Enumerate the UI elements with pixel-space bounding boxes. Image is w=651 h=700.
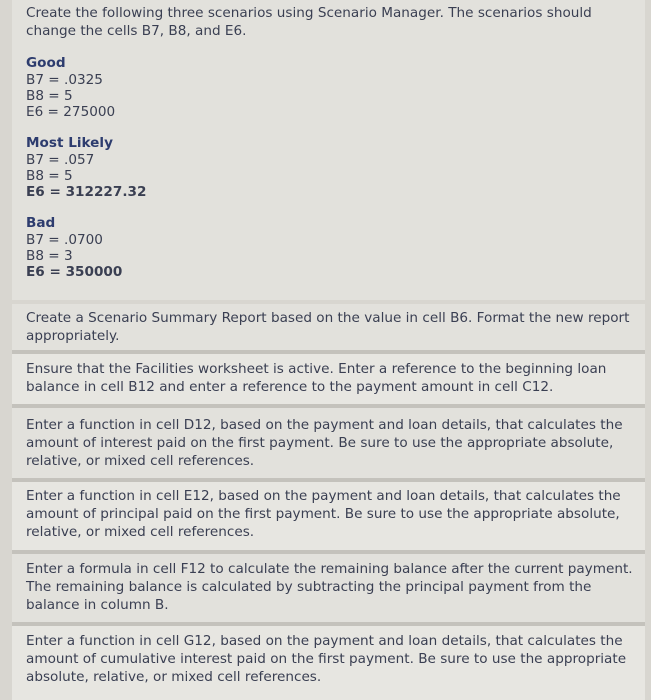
step-text: Enter a function in cell D12, based on the payment and loan details, that calculates the amount of interest paid on the first payment. Be sure to use the appropriate absolute, relative, or mixed cell references. bbox=[26, 417, 623, 469]
scenario-bad bbox=[26, 214, 637, 280]
scenario-name: Good bbox=[26, 55, 66, 71]
scenario-b7: B7 = .0700 bbox=[26, 232, 103, 248]
scenario-b8: B8 = 3 bbox=[26, 248, 73, 264]
step-text: Ensure that the Facilities worksheet is active. Enter a reference to the beginning loan balance in cell B12 and enter a reference to the payment amount in cell C12. bbox=[26, 361, 607, 395]
step-text: Enter a function in cell E12, based on the payment and loan details, that calculates the amount of principal paid on the first payment. Be sure to use the appropriate absolute, relative, or mixed cell references. bbox=[26, 488, 621, 540]
step-f12-balance bbox=[12, 554, 645, 622]
scenario-e6: E6 = 312227.32 bbox=[26, 184, 147, 200]
scenario-most-likely bbox=[26, 134, 637, 200]
step-d12-interest bbox=[12, 408, 645, 478]
step-text: Enter a formula in cell F12 to calculate the remaining balance after the current payment. The remaining balance is calculated by subtracting the principal payment from the balance in column B. bbox=[26, 561, 633, 613]
step-text: Create a Scenario Summary Report based on the value in cell B6. Format the new report appropriately. bbox=[26, 310, 630, 344]
scenario-b8: B8 = 5 bbox=[26, 88, 73, 104]
scenario-e6: E6 = 350000 bbox=[26, 264, 123, 280]
step-g12-cumulative-interest bbox=[12, 626, 645, 700]
scenario-instructions-block bbox=[12, 0, 645, 300]
step-facilities-references bbox=[12, 354, 645, 404]
scenario-b7: B7 = .0325 bbox=[26, 72, 103, 88]
scenario-name: Most Likely bbox=[26, 135, 113, 151]
scenario-name: Bad bbox=[26, 215, 56, 231]
scenario-b8: B8 = 5 bbox=[26, 168, 73, 184]
scenario-b7: B7 = .057 bbox=[26, 152, 95, 168]
scenario-e6: E6 = 275000 bbox=[26, 104, 116, 120]
step-summary-report bbox=[12, 304, 645, 350]
intro-text: Create the following three scenarios using Scenario Manager. The scenarios should change the cells B7, B8, and E6. bbox=[26, 5, 592, 39]
step-text: Enter a function in cell G12, based on the payment and loan details, that calculates the amount of cumulative interest paid on the first payment. Be sure to use the appropriate absolute, relative, or mixed cell references. bbox=[26, 633, 627, 685]
step-e12-principal bbox=[12, 482, 645, 550]
scenario-good bbox=[26, 54, 637, 120]
